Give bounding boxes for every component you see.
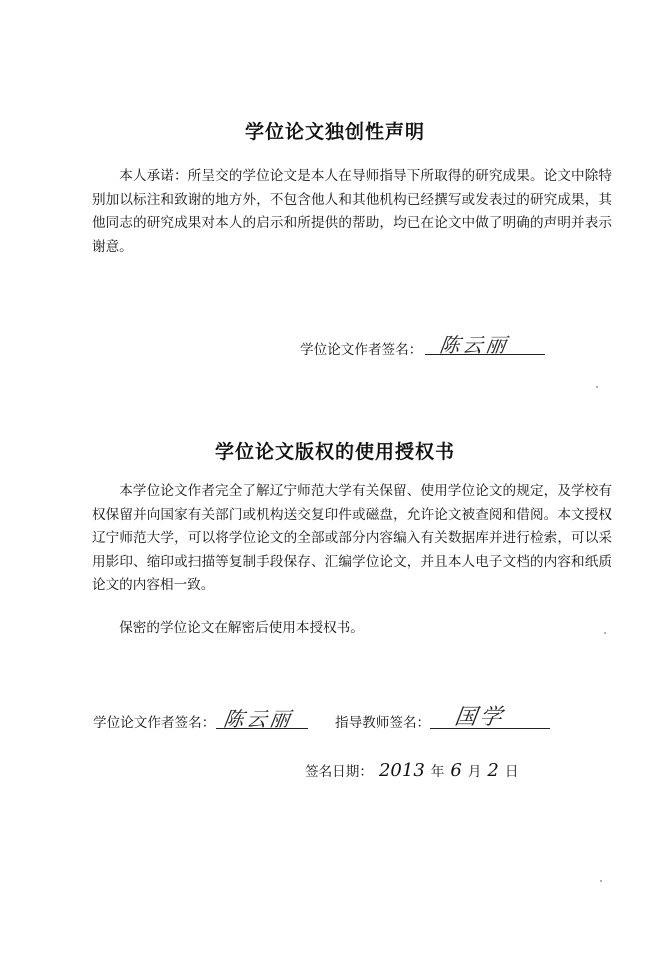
author-signature-label: 学位论文作者签名：: [93, 715, 216, 731]
declaration-signature-label: 学位论文作者签名：: [300, 342, 423, 358]
declaration-signature: 陈云丽: [438, 333, 511, 357]
date-year-unit: 年: [430, 764, 445, 780]
date-year: 2013: [378, 760, 425, 781]
advisor-signature: 国学: [452, 705, 507, 730]
date-day-unit: 日: [504, 764, 519, 780]
advisor-signature-label: 指导教师签名：: [335, 715, 431, 731]
scan-speck: [596, 386, 598, 388]
date-label: 签名日期：: [305, 764, 373, 780]
date-day: 2: [487, 760, 499, 781]
authorization-paragraph: 本学位论文作者完全了解辽宁师范大学有关保留、使用学位论文的规定，及学校有权保留并向国家有关部门或机构送交复印件或磁盘，允许论文被查阅和借阅。本文授权辽宁师范大学，可以将学位论文的全部或部分内容编入有关数据库并进行检索，可以采用影印、缩印或扫描等复制手段保存、汇编学位论文，并且本人电子文档的内容和纸质论文的内容相一致。: [92, 483, 612, 593]
authorization-title: 学位论文版权的使用授权书: [214, 441, 455, 463]
confidential-note: 保密的学位论文在解密后使用本授权书。: [119, 620, 364, 636]
signature-date: [305, 760, 518, 781]
scan-speck: [604, 632, 606, 634]
author-signature: 陈云丽: [222, 707, 295, 731]
declaration-title: 学位论文独创性声明: [244, 121, 425, 143]
date-month-unit: 月: [467, 764, 482, 780]
scan-speck: [600, 880, 602, 882]
declaration-paragraph: 本人承诺：所呈交的学位论文是本人在导师指导下所取得的研究成果。论文中除特别加以标注和致谢的地方外，不包含他人和其他机构已经撰写或发表过的研究成果，其他同志的研究成果对本人的启示和所提供的帮助，均已在论文中做了明确的声明并表示谢意。: [92, 168, 612, 255]
date-month: 6: [450, 760, 462, 781]
